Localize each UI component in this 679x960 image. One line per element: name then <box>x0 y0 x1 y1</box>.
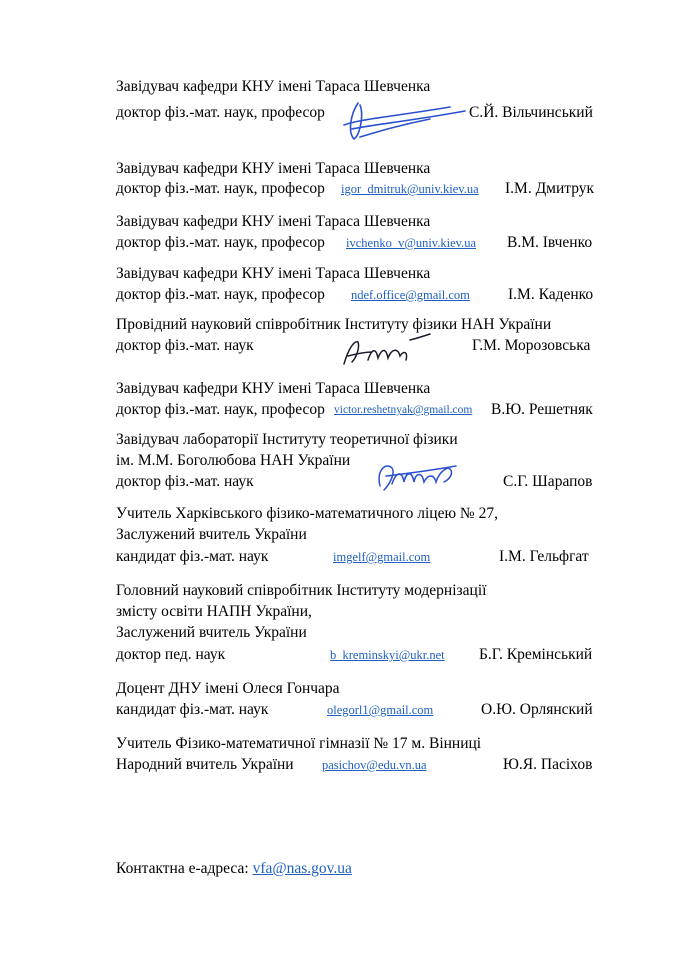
signatory-name: Г.М. Морозовська <box>472 337 591 354</box>
signatory-title: Провідний науковий співробітник Інституту фізики НАН України <box>116 316 552 333</box>
signatory-degree: доктор пед. наук <box>116 646 226 663</box>
signatory-subtitle: Народний вчитель України <box>116 756 294 773</box>
signatory-name: О.Ю. Орлянский <box>481 701 593 718</box>
signatory-degree: кандидат фіз.-мат. наук <box>116 548 269 565</box>
signatory-name: І.М. Гельфгат <box>499 548 589 565</box>
signatory-title: Завідувач кафедри КНУ імені Тараса Шевченка <box>116 380 431 397</box>
contact-label: Контактна е-адреса: <box>116 860 249 877</box>
signatory-title: Головний науковий співробітник Інституту модернізації <box>116 582 487 599</box>
signatory-degree: доктор фіз.-мат. наук <box>116 337 254 354</box>
signature-morozovska <box>338 330 438 372</box>
signatory-name: В.М. Івченко <box>507 234 593 251</box>
signatory-subtitle: змісту освіти НАПН України, <box>116 603 312 620</box>
signature-sharapov <box>372 456 462 498</box>
signatory-subtitle: Заслужений вчитель України <box>116 526 307 543</box>
email-link[interactable]: b_kreminskyi@ukr.net <box>330 648 445 662</box>
signatory-title: Завідувач кафедри КНУ імені Тараса Шевченка <box>116 160 431 177</box>
signatory-title: Учитель Фізико-математичної гімназії № 17 м. Вінниці <box>116 735 482 752</box>
signatory-title: Завідувач кафедри КНУ імені Тараса Шевченка <box>116 78 431 95</box>
email-link[interactable]: igor_dmitruk@univ.kiev.ua <box>341 182 479 196</box>
signatory-degree: доктор фіз.-мат. наук, професор <box>116 234 325 251</box>
signatory-subtitle: ім. М.М. Боголюбова НАН України <box>116 452 351 469</box>
email-link[interactable]: pasichov@edu.vn.ua <box>322 758 427 772</box>
signatory-name: С.Й. Вільчинський <box>469 104 593 121</box>
signatory-name: Б.Г. Кремінський <box>479 646 593 663</box>
signatory-title: Доцент ДНУ імені Олеся Гончара <box>116 680 340 697</box>
signatory-title: Учитель Харківського фізико-математичного ліцею № 27, <box>116 505 498 522</box>
signatory-subtitle: Заслужений вчитель України <box>116 624 307 641</box>
signatory-name: В.Ю. Решетняк <box>491 401 593 418</box>
signatory-degree: кандидат фіз.-мат. наук <box>116 701 269 718</box>
signatory-degree: доктор фіз.-мат. наук, професор <box>116 401 325 418</box>
signatory-degree: доктор фіз.-мат. наук <box>116 473 254 490</box>
signatory-name: С.Г. Шарапов <box>503 473 593 490</box>
signatory-title: Завідувач кафедри КНУ імені Тараса Шевченка <box>116 265 431 282</box>
signature-vilchynskyi <box>330 95 470 145</box>
signatory-title: Завідувач кафедри КНУ імені Тараса Шевченка <box>116 213 431 230</box>
contact-line <box>116 860 352 878</box>
email-link[interactable]: ndef.office@gmail.com <box>351 288 470 302</box>
email-link[interactable]: imgelf@gmail.com <box>333 550 431 564</box>
signatory-name: І.М. Дмитрук <box>505 180 595 197</box>
email-link[interactable]: olegorl1@gmail.com <box>327 703 434 717</box>
signatory-degree: доктор фіз.-мат. наук, професор <box>116 180 325 197</box>
email-link[interactable]: victor.reshetnyak@gmail.com <box>334 404 473 416</box>
signatory-name: І.М. Каденко <box>508 286 594 303</box>
signatory-degree: доктор фіз.-мат. наук, професор <box>116 286 325 303</box>
signatory-name: Ю.Я. Пасіхов <box>503 756 593 773</box>
signatory-title: Завідувач лабораторії Інституту теоретичної фізики <box>116 431 458 448</box>
email-link[interactable]: ivchenko_v@univ.kiev.ua <box>346 236 476 250</box>
contact-email-link[interactable]: vfa@nas.gov.ua <box>252 860 352 877</box>
signatory-degree: доктор фіз.-мат. наук, професор <box>116 104 325 121</box>
